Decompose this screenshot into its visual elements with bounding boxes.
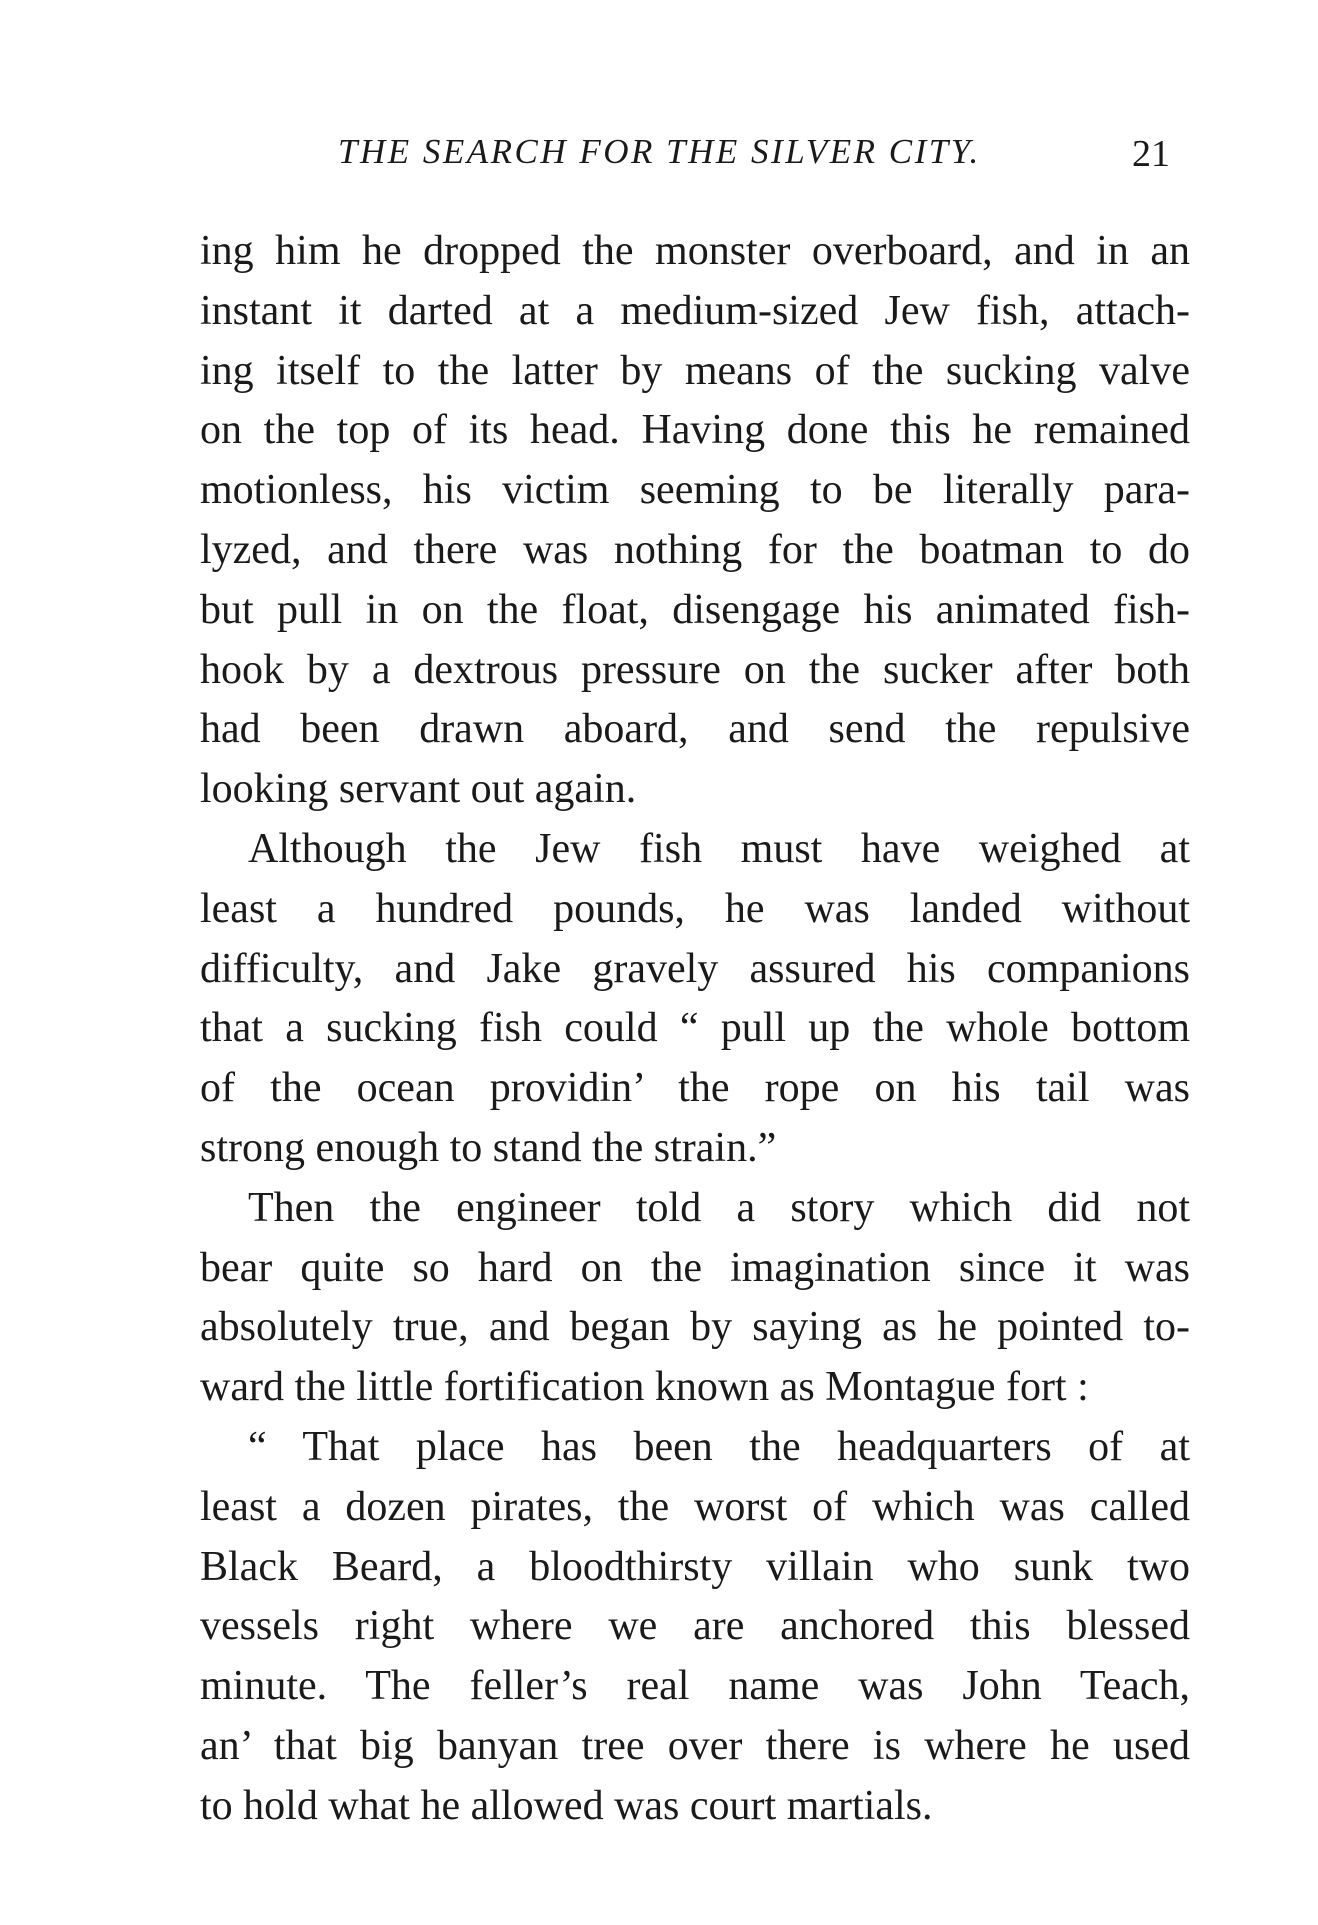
text-line: absolutely true, and began by saying as he pointed to- [200,1304,1190,1351]
paragraph-3 [200,1179,1190,1418]
text-line: Black Beard, a bloodthirsty villain who sunk two [200,1543,1190,1590]
text-line: difficulty, and Jake gravely assured his companions [200,945,1190,992]
text-line: “ That place has been the headquarters of at [248,1423,1190,1470]
text-line: minute. The feller’s real name was John Teach, [200,1663,1190,1710]
running-header [0,132,1318,188]
text-line: but pull in on the float, disengage his animated fish- [200,586,1190,633]
text-line: lyzed, and there was nothing for the boatman to do [200,526,1190,573]
text-line: least a dozen pirates, the worst of which was called [200,1483,1190,1530]
text-line: vessels right where we are anchored this blessed [200,1603,1190,1650]
text-line: Although the Jew fish must have weighed at [248,825,1190,872]
text-line: ing him he dropped the monster overboard, and in an [200,228,1190,274]
text-line: ing itself to the latter by means of the sucking valve [200,347,1190,394]
text-line: hook by a dextrous pressure on the sucker after both [200,646,1190,693]
text-line: strong enough to stand the strain.” [200,1124,777,1171]
text-line: of the ocean providin’ the rope on his tail was [200,1065,1190,1112]
body-text [200,222,1190,1837]
text-line: instant it darted at a medium-sized Jew fish, attach- [200,287,1190,334]
text-line: motionless, his victim seeming to be literally para- [200,467,1190,514]
text-line: an’ that big banyan tree over there is where he used [200,1722,1190,1769]
text-line: to hold what he allowed was court martials. [200,1782,933,1829]
page-number: 21 [1132,133,1170,175]
paragraph-2 [200,820,1190,1179]
text-line: on the top of its head. Having done this he remained [200,407,1190,454]
text-line: looking servant out again. [200,766,637,813]
paragraph-4 [200,1418,1190,1837]
paragraph-1 [200,222,1190,820]
text-line: bear quite so hard on the imagination since it was [200,1244,1190,1291]
text-line: least a hundred pounds, he was landed without [200,885,1190,932]
text-line: that a sucking fish could “ pull up the whole bottom [200,1005,1190,1052]
text-line: ward the little fortification known as Montague fort : [200,1364,1089,1411]
running-head-title: THE SEARCH FOR THE SILVER CITY. [338,132,981,171]
text-line: Then the engineer told a story which did not [248,1184,1190,1231]
text-line: had been drawn aboard, and send the repulsive [200,706,1190,753]
